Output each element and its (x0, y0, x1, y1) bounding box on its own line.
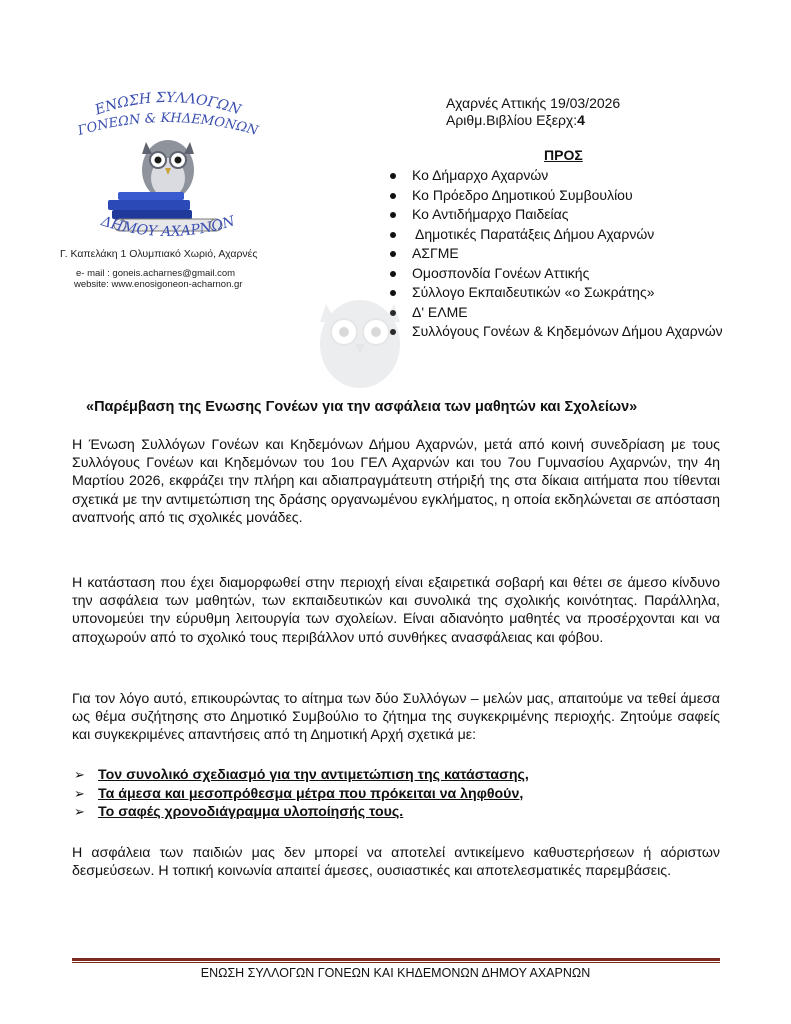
demand-item (72, 803, 529, 822)
reference-value: 4 (577, 112, 585, 128)
paragraph-situation: Η κατάσταση που έχει διαμορφωθεί στην περιοχή είναι εξαιρετικά σοβαρή και θέτει σε άμεσο κίνδυνο την ασφάλεια των μαθητών, των εκπαιδευτικών και συνολικά της σχολικής κοινότητας. Παράλληλα, υπονομεύει την εύρυθμη λειτουργία των σχολείων. Είναι αδιανόητο μαθητές να προσέρχονται και να αποχωρούν από το σχολικό τους περιβάλλον υπό συνθήκες ανασφάλειας και φόβου. (72, 575, 720, 646)
demand-item (72, 785, 529, 804)
logo-arc-mid: ΓΟΝΕΩΝ & ΚΗΔΕΜΟΝΩΝ (76, 110, 260, 139)
footer-text: ΕΝΩΣΗ ΣΥΛΛΟΓΩΝ ΓΟΝΕΩΝ ΚΑΙ ΚΗΔΕΜΟΝΩΝ ΔΗΜΟΥ ΑΧΑΡΝΩΝ (200, 966, 591, 980)
recipient-item: Κο Πρόεδρο Δημοτικού Συμβουλίου (388, 186, 723, 206)
footer-divider (72, 958, 720, 961)
demand-text: Τα άμεσα και μεσοπρόθεσμα μέτρα που πρόκειται να ληφθούν, (98, 785, 524, 802)
recipient-item: Σύλλογο Εκπαιδευτικών «ο Σωκράτης» (388, 283, 723, 303)
paragraph-request: Για τον λόγο αυτό, επικουρώντας το αίτημα των δύο Συλλόγων – μελών μας, απαιτούμε να τεθεί άμεσα ως θέμα συζήτησης στο Δημοτικό Συμβούλιο το ζήτημα της συγκεκριμένης περιοχής. Ζητούμε σαφείς και συγκεκριμένες απαντήσεις από τη Δημοτική Αρχή σχετικά με: (72, 691, 720, 744)
recipient-item: Κο Δήμαρχο Αχαρνών (388, 166, 723, 186)
recipient-item: Ομοσπονδία Γονέων Αττικής (388, 264, 723, 284)
paragraph-intro: Η Ένωση Συλλόγων Γονέων και Κηδεμόνων Δήμου Αχαρνών, μετά από κοινή συνεδρίαση με τους Συλλόγους Γονέων και Κηδεμόνων του 1ου ΓΕΛ Αχαρνών και του 7ου Γυμνασίου Αχαρνών, την 4η Μαρτίου 2026, εκφράζει την πλήρη και αδιαπραγμάτευτη στήριξή της στα δίκαια αιτήματα που τίθενται σχετικά με την αντιμετώπιση της δράσης οργανωμένου εγκλήματος, η οποία εκδηλώνεται σε απόσταση αναπνοής από τις σχολικές μονάδες. (72, 437, 720, 526)
to-heading: ΠΡΟΣ (544, 147, 583, 163)
owl-figure (142, 140, 194, 200)
logo-website[interactable]: website: www.enosigoneon-acharnon.gr (74, 279, 243, 290)
demand-text: Το σαφές χρονοδιάγραμμα υλοποίησής τους. (98, 804, 404, 820)
recipient-item: Κο Αντιδήμαρχο Παιδείας (388, 205, 723, 225)
logo-arc-top: ΕΝΩΣΗ ΣΥΛΛΟΓΩΝ (93, 89, 243, 119)
logo-email[interactable]: e- mail : goneis.acharnes@gmail.com (76, 268, 236, 279)
demand-item (72, 766, 529, 785)
books-figure (108, 192, 192, 219)
demand-text: Τον συνολικό σχεδιασμό για την αντιμετώπιση της κατάστασης, (98, 767, 529, 783)
reference-prefix: Αριθμ.Βιβλίου Εξερχ: (446, 112, 578, 128)
owl-watermark-icon (300, 282, 420, 392)
recipient-item: Δημοτικές Παρατάξεις Δήμου Αχαρνών (388, 225, 723, 245)
footer-divider-thin (72, 962, 720, 963)
demands-list (72, 766, 529, 822)
recipient-item: Συλλόγους Γονέων & Κηδεμόνων Δήμου Αχαρνών (388, 322, 723, 342)
paragraph-conclusion: Η ασφάλεια των παιδιών μας δεν μπορεί να αποτελεί αντικείμενο καθυστερήσεων ή αόριστων δεσμεύσεων. Η τοπική κοινωνία απαιτεί άμεσες, ουσιαστικές και αποτελεσματικές παρεμβάσεις. (72, 845, 720, 880)
reference-number (446, 112, 585, 128)
document-title: «Παρέμβαση της Ενωσης Γονέων για την ασφάλεια των μαθητών και Σχολείων» (86, 399, 638, 415)
logo-address: Γ. Καπελάκη 1 Ολυμπιακό Χωριό, Αχαρνές (60, 248, 258, 260)
recipients-list (388, 166, 723, 342)
document-date: Αχαρνές Αττικής 19/03/2026 (446, 95, 621, 111)
arrow-bullet-icon: ➢ (74, 804, 85, 819)
recipient-item: Δ' ΕΛΜΕ (388, 303, 723, 323)
arrow-bullet-icon: ➢ (74, 767, 85, 782)
arrow-bullet-icon: ➢ (74, 785, 85, 801)
recipient-item: ΑΣΓΜΕ (388, 244, 723, 264)
logo-arc-bottom: ΔΗΜΟΥ ΑΧΑΡΝΩΝ (99, 213, 237, 241)
logo (48, 88, 288, 298)
